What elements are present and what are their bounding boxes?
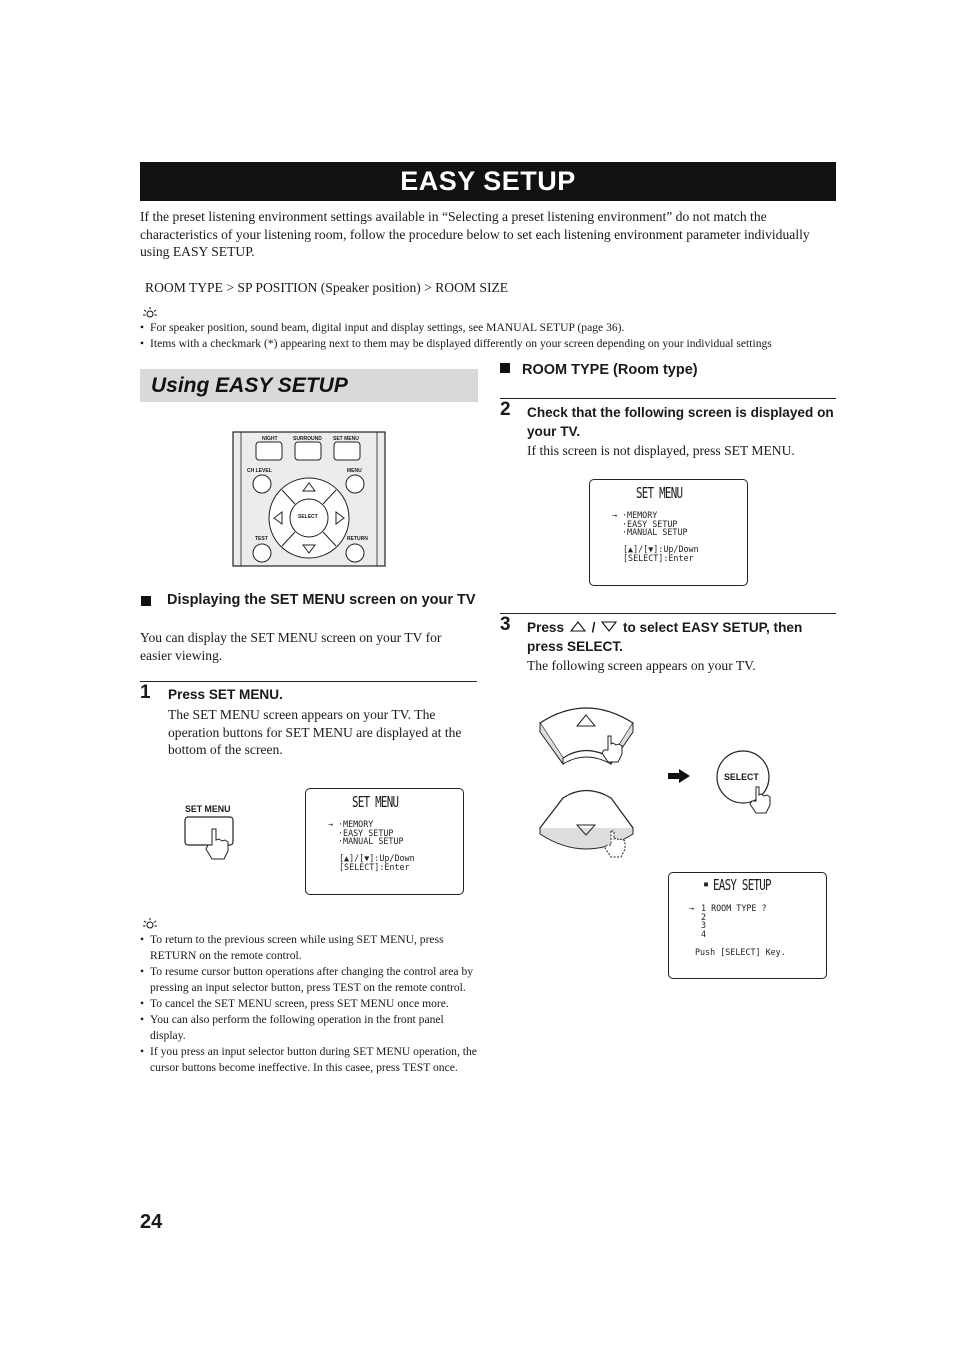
remote-label-menu: MENU — [347, 468, 362, 474]
tv-menu-items: ·MEMORY ·EASY SETUP ·MANUAL SETUP — [622, 510, 688, 538]
tv-room-type-lines: 1 ROOM TYPE ? 2 3 4 — [701, 903, 767, 939]
note-item: • Items with a checkmark (*) appearing next to them may be displayed differently on your screen depending on your individual settings — [140, 336, 850, 352]
set-menu-tv-screen — [589, 479, 748, 586]
page-title: EASY SETUP — [140, 162, 836, 201]
tv-cursor-arrow-icon: → — [689, 903, 695, 913]
remote-label-surround: SURROUND — [293, 436, 322, 442]
tv-screen-title: EASY SETUP — [713, 876, 771, 894]
tv-screen-title: SET MENU — [352, 793, 399, 811]
remote-label-return: RETURN — [347, 536, 368, 542]
tv-help-text: [▲]/[▼]:Up/Down [SELECT]:Enter — [339, 853, 415, 872]
select-button-label: SELECT — [724, 772, 759, 782]
tv-cursor-arrow-icon: → — [612, 510, 618, 520]
step1-number: 1 — [140, 682, 151, 703]
step2-number: 2 — [500, 399, 511, 420]
step1-text: The SET MENU screen appears on your TV. The operation buttons for SET MENU are displayed at the bottom of the screen. — [168, 707, 462, 757]
bottom-notes — [140, 932, 478, 1076]
note-item: • You can also perform the following operation in the front panel display. — [140, 1012, 478, 1044]
select-button-illustration — [716, 747, 778, 821]
room-type-heading — [500, 362, 698, 378]
intro-paragraph: If the preset listening environment settings available in “Selecting a preset listening environment” do not match the characteristics of your listening room, follow the procedure below to set each listening environment parameter individually using EASY SETUP. — [140, 209, 810, 259]
remote-label-test: TEST — [255, 536, 268, 542]
step2-text: If this screen is not displayed, press SET MENU. — [527, 443, 795, 458]
remote-label-set-menu: SET MENU — [333, 436, 359, 442]
step3-divider — [500, 613, 836, 614]
set-menu-tv-screen — [305, 788, 464, 895]
display-section-heading — [140, 591, 478, 610]
step3-title-pre: Press — [527, 620, 565, 635]
page-number: 24 — [140, 1211, 163, 1233]
note-item: • To return to the previous screen while using SET MENU, press RETURN on the remote control. — [140, 932, 478, 964]
note-item: • To resume cursor button operations after changing the control area by pressing an input selector button, press TEST on the remote control. — [140, 964, 478, 996]
tv-push-select-text: Push [SELECT] Key. — [695, 947, 786, 957]
display-section-heading-text: Displaying the SET MENU screen on your TV — [167, 592, 476, 608]
step3-text: The following screen appears on your TV. — [527, 658, 756, 673]
tv-title-bullet: ▪ — [703, 879, 710, 890]
note-item: • If you press an input selector button during SET MENU operation, the cursor buttons become ineffective. In this casee, press TEST once. — [140, 1044, 478, 1076]
remote-label-ch-level: CH LEVEL — [247, 468, 272, 474]
cursor-buttons-illustration — [536, 698, 646, 863]
step2-title: Check that the following screen is displayed on your TV. — [527, 405, 834, 439]
section-header — [140, 369, 478, 402]
tv-screen-title: SET MENU — [636, 484, 683, 502]
remote-label-select: SELECT — [298, 514, 318, 520]
note-item: • To cancel the SET MENU screen, press SET MENU once more. — [140, 996, 478, 1012]
top-notes — [140, 320, 850, 352]
up-triangle-icon — [570, 621, 586, 632]
remote-label-night: NIGHT — [262, 436, 278, 442]
setup-flow: ROOM TYPE > SP POSITION (Speaker position) > ROOM SIZE — [145, 280, 509, 295]
note-item: • For speaker position, sound beam, digital input and display settings, see MANUAL SETUP (page 36). — [140, 320, 850, 336]
section-title: Using EASY SETUP — [151, 374, 348, 397]
tv-menu-items: ·MEMORY ·EASY SETUP ·MANUAL SETUP — [338, 819, 404, 847]
tv-cursor-arrow-icon: → — [328, 819, 334, 829]
square-bullet-icon — [500, 363, 510, 373]
room-type-heading-text: ROOM TYPE (Room type) — [522, 362, 698, 378]
tip-icon — [142, 306, 158, 320]
display-section-text: You can display the SET MENU screen on your TV for easier viewing. — [140, 630, 442, 663]
set-menu-button-label: SET MENU — [185, 804, 231, 814]
easy-setup-tv-screen — [668, 872, 827, 979]
step3-number: 3 — [500, 614, 511, 635]
step3-title-post: to select EASY SETUP, then press SELECT. — [527, 620, 803, 654]
step2-divider — [500, 398, 836, 399]
set-menu-button-press-illustration — [182, 815, 238, 863]
step1-title: Press SET MENU. — [168, 687, 283, 702]
tv-help-text: [▲]/[▼]:Up/Down [SELECT]:Enter — [623, 544, 699, 563]
remote-control-illustration — [232, 431, 386, 567]
square-bullet-icon — [141, 596, 151, 606]
tip-icon — [142, 917, 158, 931]
step1-divider — [140, 681, 477, 682]
down-triangle-icon — [601, 621, 617, 632]
right-arrow-icon — [667, 768, 691, 784]
step3-title-mid: / — [591, 620, 596, 635]
step3-title — [527, 618, 837, 656]
